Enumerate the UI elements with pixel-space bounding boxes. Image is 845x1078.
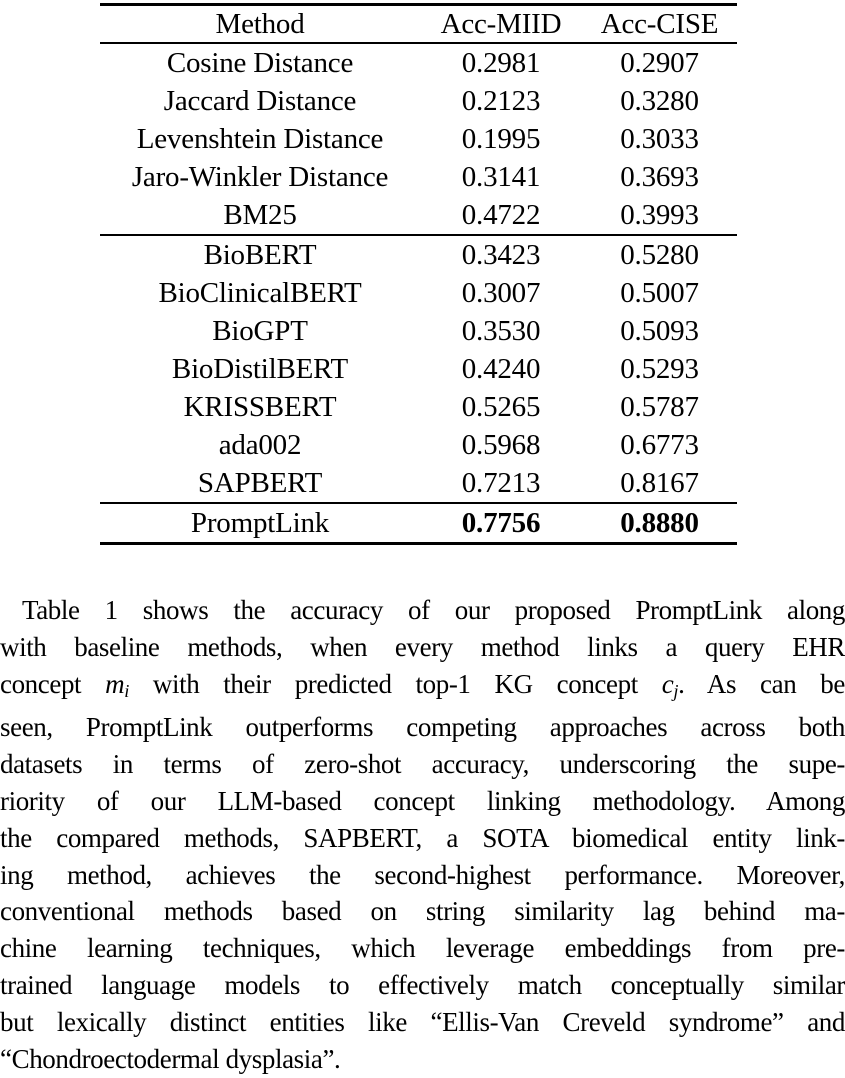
- results-table: [100, 3, 737, 545]
- math-subscript: j: [673, 680, 679, 701]
- cell-acc-cise: 0.3693: [620, 160, 699, 193]
- text-run: seen, PromptLink outperforms competing approaches across both: [0, 712, 845, 743]
- cell-method: Levenshtein Distance: [136, 122, 384, 155]
- cell-method: BM25: [223, 198, 297, 231]
- text-run: concept: [0, 668, 106, 699]
- table-header: [100, 5, 737, 44]
- table-row: [100, 312, 737, 350]
- cell-acc-miid: 0.5265: [461, 390, 541, 423]
- table-row: [100, 426, 737, 464]
- text-run: Table 1 shows the accuracy of our proposed PromptLink along: [22, 595, 845, 625]
- table-row: [100, 350, 737, 388]
- table-row: [100, 235, 737, 274]
- paragraph-line: [0, 1004, 845, 1041]
- text-run: datasets in terms of zero-shot accuracy, underscoring the supe-: [0, 749, 845, 780]
- cell-acc-miid: 0.7756: [461, 506, 541, 539]
- cell-acc-cise: 0.3993: [620, 198, 699, 231]
- column-header-acc-miid: Acc-MIID: [420, 5, 582, 44]
- math-subscript: i: [124, 680, 129, 701]
- paragraph-line: [0, 746, 845, 783]
- text-run: with their predicted top-1 KG concept: [128, 668, 662, 699]
- cell-method: KRISSBERT: [183, 390, 337, 423]
- cell-acc-cise: 0.5093: [620, 314, 699, 347]
- cell-acc-miid: 0.3007: [461, 276, 541, 309]
- cell-acc-miid: 0.4240: [461, 352, 541, 385]
- cell-acc-miid: 0.2123: [461, 84, 541, 117]
- text-run: . As can be: [678, 668, 845, 699]
- cell-method: BioClinicalBERT: [158, 276, 362, 309]
- math-variable: m: [105, 668, 125, 699]
- table-group: [100, 43, 737, 235]
- text-run: “Chondroectodermal dysplasia”.: [0, 1043, 341, 1074]
- cell-method: Jaro-Winkler Distance: [131, 160, 389, 193]
- cell-method: ada002: [218, 428, 302, 461]
- cell-acc-miid: 0.3530: [461, 314, 541, 347]
- table-row: [100, 196, 737, 235]
- cell-acc-miid: 0.7213: [461, 466, 541, 499]
- text-run: but lexically distinct entities like “Ellis-Van Creveld syndrome” and: [0, 1006, 845, 1037]
- paragraph-line: [0, 629, 845, 666]
- paragraph-line: [0, 967, 845, 1004]
- cell-acc-cise: 0.2907: [620, 46, 699, 79]
- cell-method: BioBERT: [203, 238, 317, 271]
- paragraph-line: [0, 930, 845, 967]
- text-run: chine learning techniques, which leverage embeddings from pre-: [0, 933, 845, 964]
- cell-acc-miid: 0.5968: [461, 428, 541, 461]
- paragraph-line: [0, 666, 845, 710]
- table-row: [100, 120, 737, 158]
- cell-method: SAPBERT: [197, 466, 323, 499]
- math-variable: c: [661, 668, 674, 699]
- cell-acc-miid: 0.1995: [461, 122, 541, 155]
- cell-acc-cise: 0.5007: [620, 276, 699, 309]
- cell-method: PromptLink: [190, 506, 330, 539]
- table-row: [100, 388, 737, 426]
- cell-acc-miid: 0.2981: [461, 46, 541, 79]
- table-row: [100, 503, 737, 544]
- cell-acc-cise: 0.5293: [620, 352, 699, 385]
- table-row: [100, 464, 737, 503]
- cell-acc-cise: 0.8167: [620, 466, 699, 499]
- cell-acc-miid: 0.3141: [461, 160, 541, 193]
- text-run: trained language models to effectively match conceptually similar: [0, 970, 845, 1000]
- table-row: [100, 274, 737, 312]
- paragraph-line: [0, 893, 845, 930]
- text-run: ing method, achieves the second-highest performance. Moreover,: [0, 859, 845, 890]
- cell-method: BioGPT: [212, 314, 308, 347]
- cell-acc-cise: 0.8880: [620, 506, 699, 539]
- table-header-row: [100, 5, 737, 44]
- cell-method: BioDistilBERT: [171, 352, 349, 385]
- paragraph-line: [0, 820, 845, 857]
- table-group: [100, 503, 737, 544]
- cell-acc-cise: 0.6773: [620, 428, 699, 461]
- cell-acc-miid: 0.4722: [461, 198, 541, 231]
- text-run: with baseline methods, when every method links a query EHR: [0, 631, 845, 662]
- cell-acc-miid: 0.3423: [461, 238, 541, 271]
- cell-acc-cise: 0.5280: [620, 238, 699, 271]
- paragraph-line: [0, 592, 845, 629]
- table-row: [100, 158, 737, 196]
- cell-acc-cise: 0.5787: [620, 390, 699, 423]
- paragraph-line: [0, 857, 845, 894]
- paragraph-line: [0, 783, 845, 820]
- cell-acc-cise: 0.3280: [620, 84, 699, 117]
- paragraph-line: [0, 709, 845, 746]
- cell-method: Jaccard Distance: [163, 84, 357, 117]
- table-row: [100, 82, 737, 120]
- cell-method: Cosine Distance: [166, 46, 354, 79]
- paragraph-line: [0, 1041, 845, 1078]
- results-table-container: [100, 0, 737, 545]
- text-run: conventional methods based on string similarity lag behind ma-: [0, 896, 845, 927]
- body-paragraph: [0, 592, 845, 1077]
- text-run: the compared methods, SAPBERT, a SOTA biomedical entity link-: [0, 822, 845, 853]
- text-run: riority of our LLM-based concept linking methodology. Among: [0, 786, 845, 817]
- table-row: [100, 43, 737, 82]
- column-header-acc-cise: Acc-CISE: [582, 5, 737, 44]
- column-header-method: Method: [100, 5, 420, 44]
- cell-acc-cise: 0.3033: [620, 122, 699, 155]
- table-group: [100, 235, 737, 503]
